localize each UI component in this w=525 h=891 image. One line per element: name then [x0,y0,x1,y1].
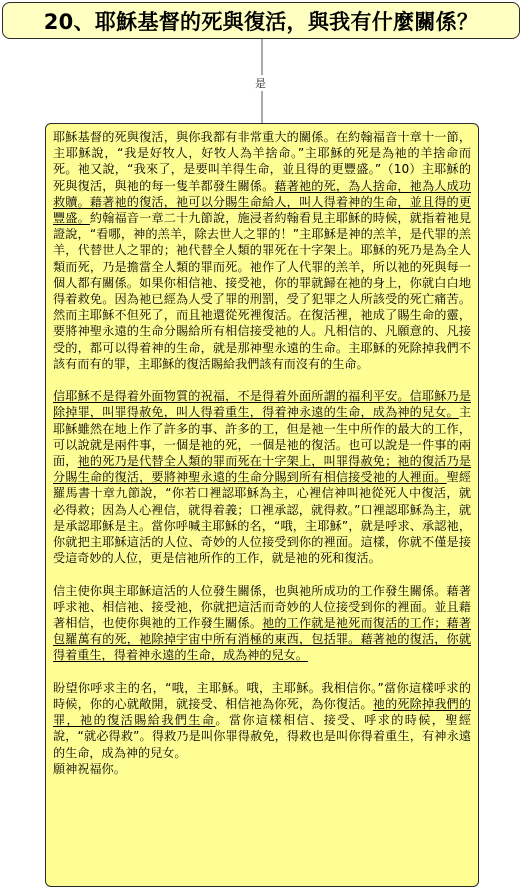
text-segment: 聖經羅馬書十章九節說，“你若口裡認耶穌為主，心裡信神叫祂從死人中復活，就必得救；因為人心裡信，就得着義；口裡承認，就得救。”口裡認耶穌為主，就是承認耶穌是主。當你呼喊主耶穌的名，“哦，主耶穌”，就是呼求、承認祂，你就把主耶穌這活的人位、奇妙的人位接受到你的裡面。這樣，你就不僅是接受這奇妙的人位，更是信祂所作的工作，就是祂的死和復活。 [53,470,472,566]
question-title-node[interactable] [2,2,520,39]
underlined-text-segment: 祂的死乃是代替全人類的罪而死在十字架上，叫罪得赦免；祂的復活乃是分賜生命的復活，要將神聖永遠的生命分賜到所有相信接受祂的人裡面。 [53,454,472,485]
underlined-text-segment: 藉著祂的死，為人捨命，祂為人成功救贖。藉著祂的復活，祂可以分賜生命給人，叫人得着神的生命，並且得的更豐盛。 [53,178,472,226]
question-title-text: 20、耶穌基督的死與復活，與我有什麼關係？ [43,9,479,34]
text-segment: 。當你這樣相信、接受、呼求的時候，聖經說，“就必得救”。得救乃是叫你罪得赦免，得救也是叫你得着重生，有神永遠的生命，成為神的兒女。 [53,713,471,760]
underlined-text-segment: 祂的工作就是祂死而復活的工作；藉著包羅萬有的死，祂除掉宇宙中所有消極的東西，包括罪。藉著祂的復活，你就得着重生，得着神永遠的生命，成為神的兒女。 [53,616,471,663]
text-segment: 約翰福音一章二十九節說，施浸者約翰看見主耶穌的時候，就指着祂見證說，“看哪，神的羔羊，除去世人之罪的！”主耶穌是神的羔羊，是代罪的羔羊，代替世人之罪的；祂代替全人類的罪死在十字架上。耶穌的死乃是為全人類而死，乃是擔當全人類的罪而死。祂作了人代罪的羔羊，所以祂的死與每一個人都有關係。如果你相信祂、接受祂，你的罪就歸在祂的身上，你就白白地得着救免。因為祂已經為人受了罪的刑罰，受了犯罪之人所該受的死亡痛苦。然而主耶穌不但死了，而且祂還從死裡復活。在復活裡，祂成了賜生命的靈，要將神聖永遠的生命分賜給所有相信接受祂的人。凡相信的、凡願意的、凡接受的，都可以得着神的生命，就是那神聖永遠的生命。主耶穌的死除掉我們不該有而有的罪，主耶穌的復活賜給我們該有而沒有的生命。 [53,211,472,371]
underlined-text-segment: 信耶穌不是得着外面物質的祝福，不是得着外面所謂的福利平安。信耶穌乃是除掉罪，叫罪得赦免，叫人得着重生，得着神永遠的生命，成為神的兒女。 [53,389,471,420]
answer-paragraph-2 [53,388,471,566]
text-segment: 主耶穌雖然在地上作了許多的事、許多的工，但是祂一生中所作的最大的工作，可以說就是兩件事，一個是祂的死，一個是祂的復活。也可以說是一件事的兩面， [53,405,471,469]
answer-paragraph-1 [53,129,471,372]
edge-label-yes: 是 [255,77,266,90]
answer-paragraph-4 [53,680,471,777]
closing-blessing: 願神祝福你。 [53,761,126,776]
underlined-text-segment: 祂的死除掉我們的罪，祂的復活賜給我們生命 [53,697,471,728]
answer-paragraph-3 [53,583,471,664]
text-segment: 信主使你與主耶穌這活的人位發生關係，也與祂所成功的工作發生關係。藉著呼求祂、相信祂、接受祂，你就把這活而奇妙的人位接受到你的裡面。並且藉著相信，也使你與祂的工作發生關係。 [53,583,471,631]
text-segment: 盼望你呼求主的名，“哦，主耶穌。哦，主耶穌。我相信你。”當你這樣呼求的時候，你的心就敞開，就接受、相信祂為你死，為你復活。 [53,680,471,712]
answer-body-node[interactable] [45,123,479,887]
text-segment: 耶穌基督的死與復活，與你我都有非常重大的關係。在約翰福音十章十一節，主耶穌說，“我是好牧人，好牧人為羊捨命。”主耶穌的死是為祂的羊捨命而死。祂又說，“我來了，是要叫羊得生命，並且得的更豐盛。”（10）主耶穌的死與復活，與祂的每一隻羊都發生關係。 [53,130,471,193]
